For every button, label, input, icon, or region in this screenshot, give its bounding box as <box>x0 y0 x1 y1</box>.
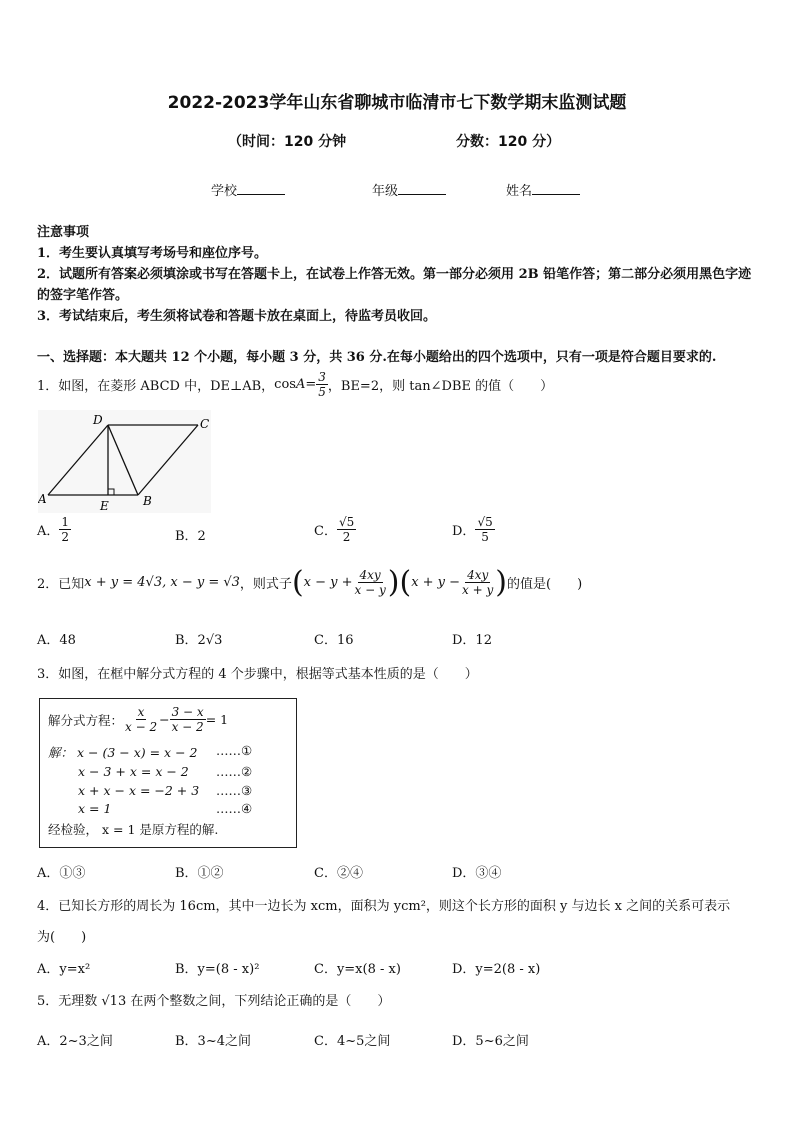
q2-f2-num: 4xy <box>467 568 489 582</box>
box-step-3-mark: ……③ <box>216 783 253 798</box>
question-2-stem <box>37 565 582 600</box>
question-3-stem: 3．如图，在框中解分式方程的 4 个步骤中，根据等式基本性质的是（ ） <box>37 667 478 682</box>
notes-heading: 注意事项 <box>37 225 90 240</box>
exam-score: 分数：120 分） <box>456 134 561 150</box>
option-num: √5 <box>338 515 355 529</box>
school-blank <box>237 182 285 195</box>
q2-f1-den: x − y <box>354 583 386 597</box>
note-item: 2．试题所有答案必须填涂或书写在答题卡上，在试卷上作答无效。第一部分必须用 2B 铅笔作答；第二部分必须用黑色字迹的签字笔作答。 <box>37 267 752 303</box>
q2-option-c[interactable]: C．16 <box>314 633 354 648</box>
q5-option-a[interactable]: A．2~3之间 <box>37 1034 113 1049</box>
q5-option-d[interactable]: D．5~6之间 <box>452 1034 529 1049</box>
q1-option-b[interactable]: B．2 <box>175 529 206 544</box>
note-item: 3．考试结束后，考生须将试卷和答题卡放在桌面上，待监考员收回。 <box>37 309 437 324</box>
q2-text: 2．已知 <box>37 577 85 592</box>
box-check: 经检验， x = 1 是原方程的解. <box>48 822 219 837</box>
box-label: 解分式方程： <box>48 712 124 728</box>
label-c: C <box>200 417 210 431</box>
paren-close: ) <box>495 565 507 600</box>
name-field <box>506 180 580 199</box>
option-fraction <box>59 515 71 544</box>
q2-expr2: x + y − <box>411 575 461 590</box>
q1-text: 1．如图，在菱形 ABCD 中，DE⊥AB， <box>37 379 275 394</box>
page-title: 2022-2023学年山东省聊城市临清市七下数学期末监测试题 <box>167 93 627 113</box>
q3-option-d[interactable]: D．③④ <box>452 866 502 881</box>
grade-label: 年级 <box>372 184 399 199</box>
q1-option-a[interactable] <box>37 515 71 544</box>
q2-f2-den: x + y <box>462 583 494 597</box>
rhombus-figure <box>38 410 212 514</box>
box-step-3: x + x − x = −2 + 3 <box>78 783 200 798</box>
q2-option-b[interactable]: B．2√3 <box>175 633 223 648</box>
note-item: 1．考生要认真填写考场号和座位序号。 <box>37 246 268 261</box>
name-blank <box>532 182 580 195</box>
option-fraction <box>337 515 356 544</box>
box-step-2: x − 3 + x = x − 2 <box>78 764 189 779</box>
option-den: 2 <box>342 530 351 544</box>
box-f1-den: x − 2 <box>125 720 158 734</box>
option-den: 2 <box>61 530 70 544</box>
q2-expr1: x − y + <box>303 575 353 590</box>
box-eq: = 1 <box>205 712 229 727</box>
question-4-stem-cont: 为( ) <box>37 930 87 945</box>
option-label: A． <box>37 524 60 539</box>
q1-cos: cos <box>274 377 296 392</box>
section-heading: 一、选择题：本大题共 12 个小题，每小题 3 分，共 36 分.在每小题给出的四个选项中，只有一项是符合题目要求的. <box>37 350 717 365</box>
q1-fraction <box>316 370 328 399</box>
name-label: 姓名 <box>506 184 533 199</box>
q4-option-d[interactable]: D．y=2(8 - x) <box>452 962 541 977</box>
box-equation <box>48 705 228 734</box>
box-step-4-mark: ……④ <box>216 801 253 816</box>
q1-eq: = <box>305 377 317 392</box>
paren-open: ( <box>291 565 304 600</box>
question-1-stem <box>37 370 553 399</box>
paren-open: ( <box>399 565 412 600</box>
q2-text-end: 的值是( ) <box>507 577 583 592</box>
q4-option-c[interactable]: C．y=x(8 - x) <box>314 962 401 977</box>
label-b: B <box>143 494 152 508</box>
q1-option-c[interactable] <box>314 515 356 544</box>
q1-option-d[interactable] <box>452 515 495 544</box>
q1-angle: A <box>295 377 306 392</box>
box-step-1: 解： x − (3 − x) = x − 2 <box>48 745 198 760</box>
paren-close: ) <box>387 565 400 600</box>
q2-fraction-2 <box>460 568 495 597</box>
box-f2-den: x − 2 <box>171 720 204 734</box>
label-d: D <box>93 413 103 427</box>
option-label: D． <box>452 524 476 539</box>
box-step-4: x = 1 <box>78 801 112 816</box>
q4-option-b[interactable]: B．y=(8 - x)² <box>175 962 260 977</box>
option-fraction <box>475 515 494 544</box>
q2-text-mid: ，则式子 <box>239 577 292 592</box>
school-label: 学校 <box>211 184 238 199</box>
q5-option-b[interactable]: B．3~4之间 <box>175 1034 251 1049</box>
q5-option-c[interactable]: C．4~5之间 <box>314 1034 391 1049</box>
q3-option-a[interactable]: A．①③ <box>37 866 86 881</box>
option-num: 1 <box>61 515 70 529</box>
question-4-stem: 4．已知长方形的周长为 16cm，其中一边长为 xcm，面积为 ycm²，则这个长方形的面积 y 与边长 x 之间的关系可表示 <box>37 899 731 914</box>
label-e: E <box>100 499 109 513</box>
q3-option-b[interactable]: B．①② <box>175 866 224 881</box>
option-num: √5 <box>477 515 493 529</box>
school-field <box>211 180 285 199</box>
box-minus: − <box>159 712 170 727</box>
box-step-1-mark: ……① <box>216 743 253 758</box>
label-a: A <box>38 492 47 506</box>
q1-den: 5 <box>318 385 326 399</box>
option-label: C． <box>314 524 337 539</box>
solution-box <box>39 698 297 848</box>
box-step-2-mark: ……② <box>216 764 253 779</box>
box-f1-num: x <box>137 705 145 719</box>
grade-field <box>372 180 446 199</box>
q2-f1-num: 4xy <box>359 568 381 582</box>
exam-time: （时间：120 分钟 <box>228 134 347 150</box>
q2-condition: x + y = 4√3, x − y = √3 <box>84 575 240 590</box>
box-fraction-2 <box>170 705 206 734</box>
option-den: 5 <box>481 530 489 544</box>
q1-num: 3 <box>318 370 326 384</box>
q2-fraction-1 <box>353 568 388 597</box>
box-f2-num: 3 − x <box>171 705 204 719</box>
q2-option-a[interactable]: A．48 <box>37 633 76 648</box>
question-5-stem: 5．无理数 √13 在两个整数之间，下列结论正确的是（ ） <box>37 994 391 1009</box>
q2-option-d[interactable]: D．12 <box>452 633 492 648</box>
q3-option-c[interactable]: C．②④ <box>314 866 363 881</box>
box-fraction-1 <box>123 705 159 734</box>
q1-text-end: ，BE=2，则 tan∠DBE 的值（ ） <box>327 379 554 394</box>
q4-option-a[interactable]: A．y=x² <box>37 962 91 977</box>
grade-blank <box>398 182 446 195</box>
